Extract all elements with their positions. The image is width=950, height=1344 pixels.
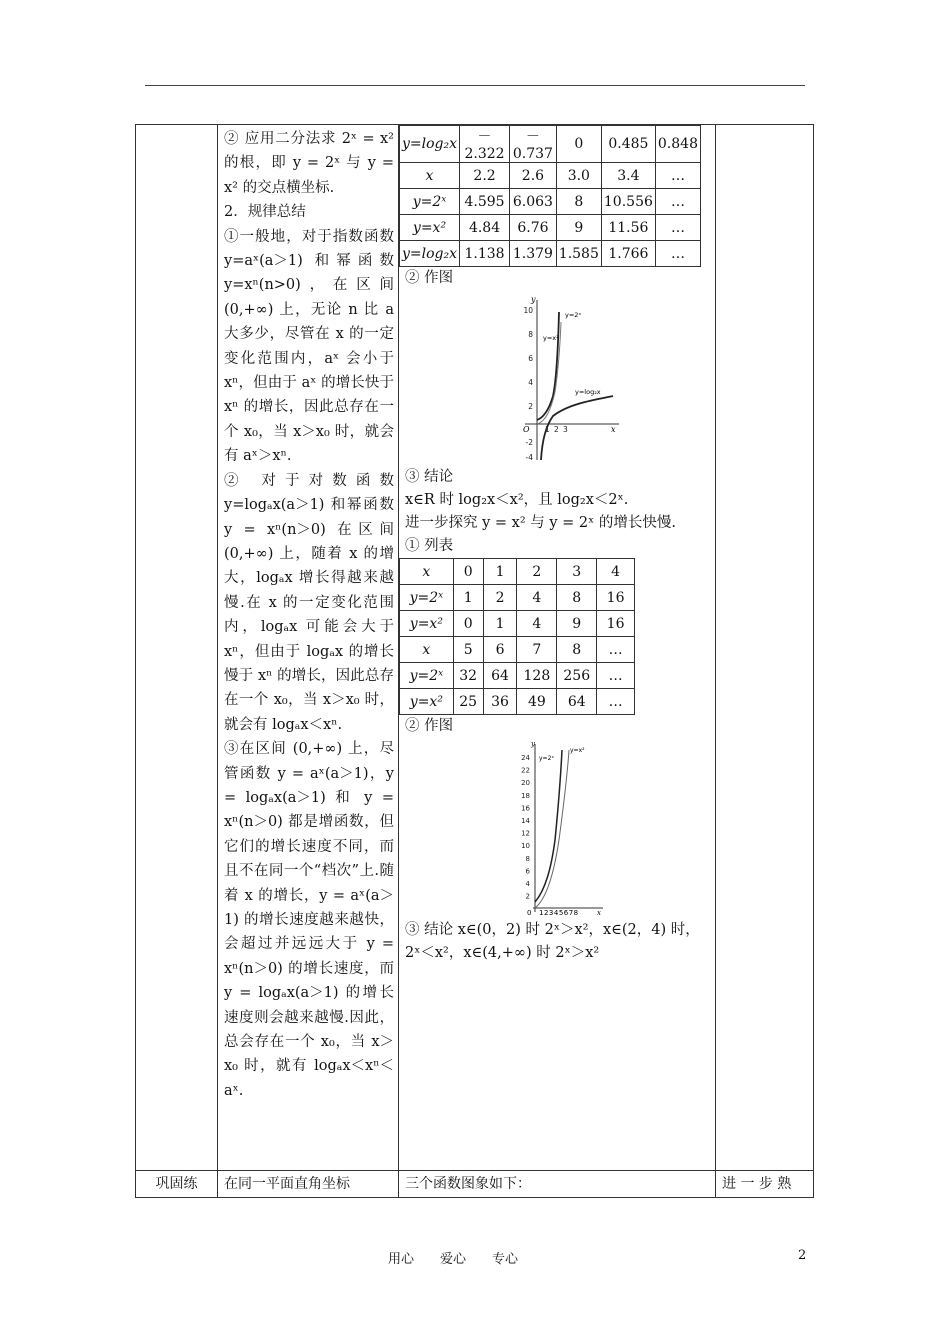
col4-cell: [716, 125, 814, 1171]
graph1-y-tick: 2: [528, 402, 533, 411]
graph1-y-tick: -4: [525, 453, 533, 462]
value-cell: 9: [556, 215, 601, 241]
value-cell: 6: [483, 637, 517, 663]
last-row-col4: 进 一 步 熟: [716, 1171, 814, 1198]
value-cell: 256: [557, 663, 597, 689]
graph-1: [513, 292, 623, 462]
graph1-y-tick: 10: [523, 306, 533, 315]
value-cell: 6.063: [510, 189, 557, 215]
table-row: [400, 189, 701, 215]
row-header-cell: y=x²: [400, 689, 454, 715]
value-cell: 5: [453, 637, 483, 663]
value-cell: 1.138: [460, 241, 510, 267]
row-header-cell: y=2ˣ: [400, 189, 460, 215]
draw-label-2: ② 作图: [405, 718, 454, 734]
graph2-y-tick: 18: [521, 791, 530, 800]
value-cell: 4.595: [460, 189, 510, 215]
para-5: ③在区间 (0,+∞) 上，尽管函数 y = aˣ(a＞1)，y = logₐx(a＞1) 和 y = xⁿ(n＞0) 都是增函数，但它们的增长速度不同，而且不在同一个“档次”上.随着 x 的增长，y = aˣ(a＞1) 的增长速度越来越快，会超过并远远大于 y = xⁿ(n＞0) 的增长速度，而 y = logₐx(a＞1) 的增长速度则会越来越慢.因此，总会存在一个 x₀，当 x＞x₀ 时，就有 logₐx＜xⁿ＜aˣ.: [224, 741, 394, 1099]
row-header-cell: y=x²: [400, 215, 460, 241]
graph1-x-tick: 2: [554, 425, 559, 434]
value-cell: 4: [517, 611, 557, 637]
graph1-x-tick: 1: [545, 425, 550, 434]
value-cell: …: [655, 163, 700, 189]
col1-cell: [136, 125, 218, 1171]
value-cell: 0.848: [655, 126, 700, 163]
explore-text: 进一步探究 y = x² 与 y = 2ˣ 的增长快慢.: [405, 515, 677, 531]
value-cell: 8: [556, 189, 601, 215]
value-cell: 3.4: [601, 163, 655, 189]
value-cell: 25: [453, 689, 483, 715]
value-cell: 4.84: [460, 215, 510, 241]
table-values-1: [399, 125, 701, 267]
value-cell: 1: [483, 611, 517, 637]
para-2: 2．规律总结: [224, 204, 306, 221]
value-cell: 128: [517, 663, 557, 689]
value-cell: …: [597, 663, 635, 689]
graph1-y-label: y: [531, 295, 536, 304]
value-cell: 0.485: [601, 126, 655, 163]
table-row: [400, 559, 635, 585]
lesson-table: [135, 124, 814, 1198]
last-row-col2: 在同一平面直角坐标: [218, 1171, 399, 1198]
value-cell: 0: [453, 611, 483, 637]
table-row: [400, 241, 701, 267]
row-header-cell: y=log₂x: [400, 126, 460, 163]
graph2-y-tick: 10: [521, 842, 530, 851]
para-4: ② 对于对数函数 y=logₐx(a＞1) 和幂函数 y = xⁿ(n＞0) 在区间 (0,+∞) 上，随着 x 的增大，logₐx 增长得越来越慢.在 x 的一定变化范围内，logₐx 可能会大于 xⁿ，但由于 logₐx 的增长慢于 xⁿ 的增长，因此总存在一个 x₀，当 x＞x₀ 时，就会有 logₐx＜xⁿ.: [224, 472, 394, 733]
value-cell: 64: [557, 689, 597, 715]
value-cell: 1: [483, 559, 517, 585]
value-cell: 49: [517, 689, 557, 715]
graph2-y-tick: 14: [521, 817, 530, 825]
value-cell: 2.6: [510, 163, 557, 189]
value-cell: 16: [597, 585, 635, 611]
graph2-y-tick: 20: [521, 779, 530, 788]
table-row: [400, 611, 635, 637]
value-cell: 4: [517, 585, 557, 611]
graph1-y-tick: 4: [528, 378, 533, 387]
table-row: [400, 585, 635, 611]
col2-cell: [218, 125, 399, 1171]
graph2-label-exp: y=2ˣ: [539, 755, 555, 762]
table-row: [400, 663, 635, 689]
graph2-y-label: y: [531, 740, 535, 748]
value-cell: 2: [517, 559, 557, 585]
para-3: ①一般地，对于指数函数 y=aˣ(a＞1) 和幂函数 y=xⁿ(n>0)，在区间 (0,+∞) 上，无论 n 比 a 大多少，尽管在 x 的一定变化范围内，aˣ 会小于 xⁿ，但由于 aˣ 的增长快于 xⁿ 的增长，因此总存在一个 x₀，当 x＞x₀ 时，就会有 aˣ＞xⁿ.: [224, 228, 394, 465]
conclusion-label-1: ③ 结论: [405, 469, 454, 485]
value-cell: 64: [483, 663, 517, 689]
row-header-cell: y=log₂x: [400, 241, 460, 267]
value-cell: 32: [453, 663, 483, 689]
conclusion-text-1: x∈R 时 log₂x＜x²，且 log₂x＜2ˣ.: [405, 492, 629, 508]
graph2-label-square: y=x²: [570, 747, 585, 754]
graph1-label-log: y=log₂x: [575, 388, 601, 396]
value-cell: …: [655, 189, 700, 215]
value-cell: …: [655, 215, 700, 241]
value-cell: …: [655, 241, 700, 267]
value-cell: 2.2: [460, 163, 510, 189]
graph1-y-tick: -2: [525, 438, 533, 447]
value-cell: 0: [453, 559, 483, 585]
graph2-y-tick: 2: [525, 892, 530, 901]
value-cell: 11.56: [601, 215, 655, 241]
value-cell: 10.556: [601, 189, 655, 215]
graph2-y-tick: 12: [521, 829, 530, 838]
value-cell: …: [597, 689, 635, 715]
value-cell: 1.585: [556, 241, 601, 267]
row-header-cell: y=2ˣ: [400, 663, 454, 689]
page-number: 2: [798, 1248, 807, 1263]
graph1-x-label: x: [611, 425, 616, 434]
value-cell: …: [597, 637, 635, 663]
value-cell: 7: [517, 637, 557, 663]
value-cell: 1: [453, 585, 483, 611]
value-cell: 0: [556, 126, 601, 163]
graph1-exp-curve: [537, 312, 559, 420]
graph2-y-tick: 8: [525, 854, 530, 863]
value-cell: 6.76: [510, 215, 557, 241]
row-header-cell: y=x²: [400, 611, 454, 637]
table-row: [400, 689, 635, 715]
value-cell: 1.766: [601, 241, 655, 267]
header-rule: [145, 85, 805, 86]
value-cell: 9: [557, 611, 597, 637]
value-cell: 36: [483, 689, 517, 715]
value-cell: 3.0: [556, 163, 601, 189]
graph2-exp-curve: [535, 750, 562, 902]
table-row: [400, 215, 701, 241]
graph1-x-tick: 3: [563, 425, 568, 434]
graph2-y-tick: 24: [521, 754, 530, 762]
row-header-cell: y=2ˣ: [400, 585, 454, 611]
graph2-y-tick: 6: [525, 867, 530, 876]
row-header-cell: x: [400, 637, 454, 663]
graph2-y-tick: 16: [521, 804, 530, 813]
footer-motto: 用心 爱心 专心: [388, 1252, 519, 1267]
value-cell: －0.737: [510, 126, 557, 163]
list-label: ① 列表: [405, 538, 454, 554]
graph2-x-label: x: [597, 909, 601, 915]
para-1: ② 应用二分法求 2ˣ = x² 的根，即 y = 2ˣ 与 y = x² 的交点横坐标.: [224, 131, 394, 196]
value-cell: 8: [557, 637, 597, 663]
graph1-log-curve: [541, 396, 613, 460]
graph1-label-exp: y=2ˣ: [565, 311, 582, 319]
last-row-col3: 三个函数图象如下：: [399, 1171, 716, 1198]
col3-cell: [399, 125, 716, 1171]
draw-label-1: ② 作图: [405, 270, 454, 286]
graph-2: [515, 740, 605, 915]
graph2-origin: 0: [527, 909, 532, 915]
graph1-y-tick: 8: [528, 330, 533, 339]
value-cell: 8: [557, 585, 597, 611]
table-row: [400, 637, 635, 663]
table-values-2: [399, 558, 635, 715]
graph1-label-square: y=x²: [543, 334, 559, 342]
graph2-square-curve: [535, 750, 569, 908]
value-cell: 16: [597, 611, 635, 637]
table-row: [400, 126, 701, 163]
last-row-col1: 巩固练: [136, 1171, 218, 1198]
row-header-cell: x: [400, 163, 460, 189]
value-cell: 2: [483, 585, 517, 611]
graph2-y-tick: 4: [525, 880, 530, 888]
graph2-y-tick: 22: [521, 766, 530, 775]
graph1-y-tick: 6: [528, 354, 533, 363]
table-row: [400, 163, 701, 189]
conclusion-text-2: ③ 结论 x∈(0，2) 时 2ˣ＞x²，x∈(2，4) 时，2ˣ＜x²，x∈(4,+∞) 时 2ˣ＞x²: [405, 922, 700, 961]
value-cell: 3: [557, 559, 597, 585]
value-cell: －2.322: [460, 126, 510, 163]
value-cell: 4: [597, 559, 635, 585]
value-cell: 1.379: [510, 241, 557, 267]
graph2-x-ticks: 12345678: [539, 909, 579, 915]
graph1-origin: O: [523, 425, 530, 434]
row-header-cell: x: [400, 559, 454, 585]
